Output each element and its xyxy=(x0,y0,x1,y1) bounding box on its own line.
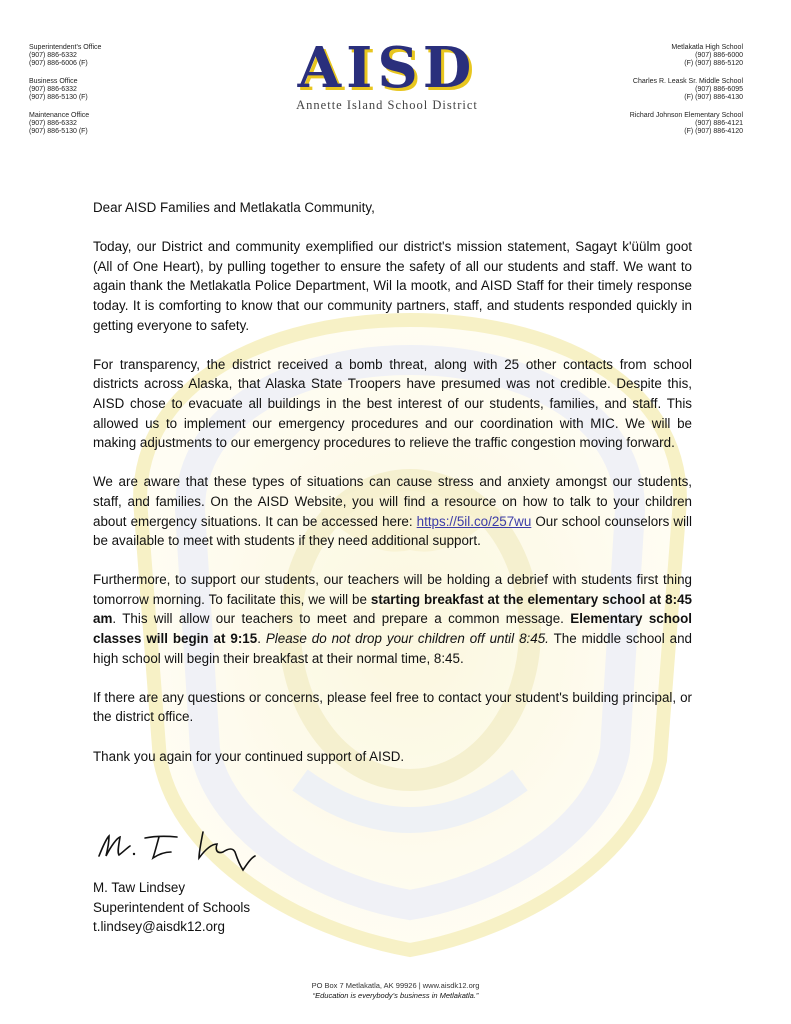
footer-tagline: “Education is everybody’s business in Metlakatla.” xyxy=(312,991,479,1000)
header-left-contacts xyxy=(29,44,101,146)
contact-block xyxy=(29,112,101,136)
school-fax: (F) (907) 886-4120 xyxy=(684,128,743,135)
paragraph-mission: Today, our District and community exemplified our district's mission statement, Sagayt k'üülm goot (All of One Heart), by pulling together to ensure the safety of all our students and staff. We want to again thank the Metlakatla Police Department, Wil la mootk, and AISD Staff for their timely response today. It is comforting to know that our community partners, staff, and students responded quickly in getting everyone to safety. xyxy=(93,239,692,333)
school-name: Charles R. Leask Sr. Middle School xyxy=(632,78,743,85)
office-phone: (907) 886-6332 xyxy=(29,52,77,59)
office-fax: (907) 886-5130 (F) xyxy=(29,94,88,101)
resources-text: We are aware that these types of situations can cause stress and anxiety amongst our students, staff, and families. On the AISD Website, you will find a resource on how to talk to your children about emergency situations. It can be accessed here: xyxy=(93,474,692,529)
logo-abbreviation: AISD xyxy=(297,35,477,101)
contact-block xyxy=(630,112,743,136)
class-start-emphasis: Elementary school classes will begin at 9:15 xyxy=(93,611,693,647)
office-phone: (907) 886-6332 xyxy=(29,120,77,127)
school-name: Metlakatla High School xyxy=(671,44,743,51)
resources-text-end: Our school counselors will be available to meet with students if they need additional support. xyxy=(93,513,692,549)
paragraph-contact: If there are any questions or concerns, please feel free to contact your student's building principal, or the district office. xyxy=(93,689,692,725)
schedule-text: Furthermore, to support our students, our teachers will be holding a debrief with students first thing tomorrow morning. To facilitate this, we will be xyxy=(93,572,692,607)
schedule-text: . This will allow our teachers to meet and prepare a common message. xyxy=(112,611,571,627)
school-phone: (907) 886-6000 xyxy=(695,52,743,59)
schedule-text: The middle school and high school will begin their breakfast at their normal time, 8:45. xyxy=(93,631,692,666)
school-fax: (F) (907) 886-5120 xyxy=(684,60,743,67)
breakfast-time-emphasis: starting breakfast at the elementary school at 8:45 am xyxy=(93,591,692,627)
page-footer xyxy=(0,981,791,1001)
office-name: Business Office xyxy=(29,78,78,85)
signer-email: t.lindsey@aisdk12.org xyxy=(93,919,225,935)
dropoff-note: Please do not drop your children off until 8:45. xyxy=(265,631,549,647)
office-fax: (907) 886-5130 (F) xyxy=(29,128,88,135)
handwritten-signature xyxy=(93,826,273,872)
resource-link[interactable]: https://5il.co/257wu xyxy=(416,513,532,529)
office-name: Superintendent's Office xyxy=(29,44,102,51)
office-phone: (907) 886-6332 xyxy=(29,86,77,93)
signer-title: Superintendent of Schools xyxy=(93,899,251,915)
salutation: Dear AISD Families and Metlakatla Community, xyxy=(93,200,375,215)
contact-block xyxy=(29,78,101,102)
office-name: Maintenance Office xyxy=(29,112,90,119)
school-fax: (F) (907) 886-4130 xyxy=(684,94,743,101)
schedule-text: . xyxy=(257,631,266,647)
signer-name: M. Taw Lindsey xyxy=(93,880,186,895)
signature-block xyxy=(93,878,250,937)
header-right-contacts xyxy=(630,44,743,146)
paragraph-bomb-threat: For transparency, the district received a bomb threat, along with 25 other contacts from school districts across Alaska, that Alaska State Troopers have presumed was not credible. Despite this, AISD chose to evacuate all buildings in the best interest of our students, families, and staff. This allowed us to implement our emergency procedures and our coordination with MIC. We will be making adjustments to our emergency procedures to relieve the traffic congestion moving forward. xyxy=(93,356,692,451)
school-phone: (907) 886-4121 xyxy=(695,120,743,127)
letter-body xyxy=(93,198,692,786)
school-name: Richard Johnson Elementary School xyxy=(629,112,743,119)
office-fax: (907) 886-6006 (F) xyxy=(29,60,88,67)
logo-district-name: Annette Island School District xyxy=(296,98,478,112)
contact-block xyxy=(29,44,101,68)
paragraph-resources xyxy=(93,472,692,550)
school-phone: (907) 886-6095 xyxy=(695,86,743,93)
aisd-logo xyxy=(276,35,498,113)
footer-address: PO Box 7 Metlakatla, AK 99926 | www.aisdk12.org xyxy=(311,981,480,990)
contact-block xyxy=(630,44,743,68)
contact-block xyxy=(630,78,743,102)
paragraph-thanks: Thank you again for your continued support of AISD. xyxy=(93,748,405,764)
paragraph-schedule xyxy=(93,570,692,668)
